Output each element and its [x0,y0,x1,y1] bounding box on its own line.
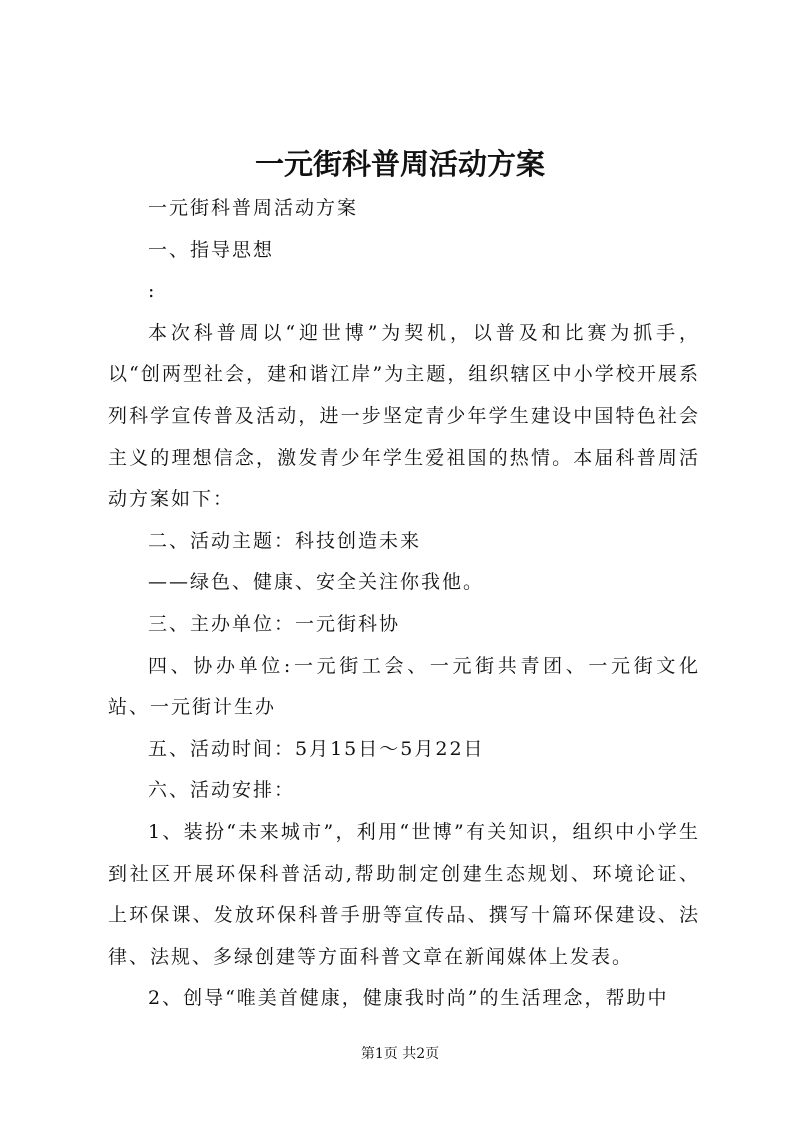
section-heading-theme: 二、活动主题：科技创造未来 [148,529,422,552]
section-heading-time: 五、活动时间：5月15日～5月22日 [148,737,485,760]
section-heading-organizer: 三、主办单位：一元街科协 [148,612,401,635]
paragraph-subtitle: 一元街科普周活动方案 [148,197,359,219]
section-heading-arrangements: 六、活动安排： [148,779,296,802]
page-number-footer: 第1页 共2页 [360,1046,440,1062]
paragraph-intro: 本次科普周以“迎世博”为契机，以普及和比赛为抓手，以“创两型社会，建和谐江岸”为主题，组织辖区中小学校开展系列科学宣传普及活动，进一步坚定青少年学生建设中国特色社会主义的理想信念，激发青少年学生爱祖国的热情。本届科普周活动方案如下： [108,321,700,511]
section-heading-guiding-ideology: 一、指导思想 [148,238,275,261]
section-heading-co-organizers: 四、协办单位:一元街工会、一元街共青团、一元街文化站、一元街计生办 [108,654,700,719]
paragraph-activity-1: 1、装扮“未来城市”，利用“世博”有关知识，组织中小学生到社区开展环保科普活动,帮助制定创建生态规划、环境论证、上环保课、发放环保科普手册等宣传品、撰写十篇环保建设、法律、法规、多绿创建等方面科普文章在新闻媒体上发表。 [108,820,700,968]
document-body [108,188,700,1020]
paragraph-theme-slogan: ——绿色、健康、安全关注你我他。 [148,571,485,594]
document-title: 一元街科普周活动方案 [254,147,545,181]
paragraph-activity-2: 2、创导“唯美首健康，健康我时尚”的生活理念，帮助中 [148,987,669,1010]
paragraph-colon: : [148,280,157,303]
